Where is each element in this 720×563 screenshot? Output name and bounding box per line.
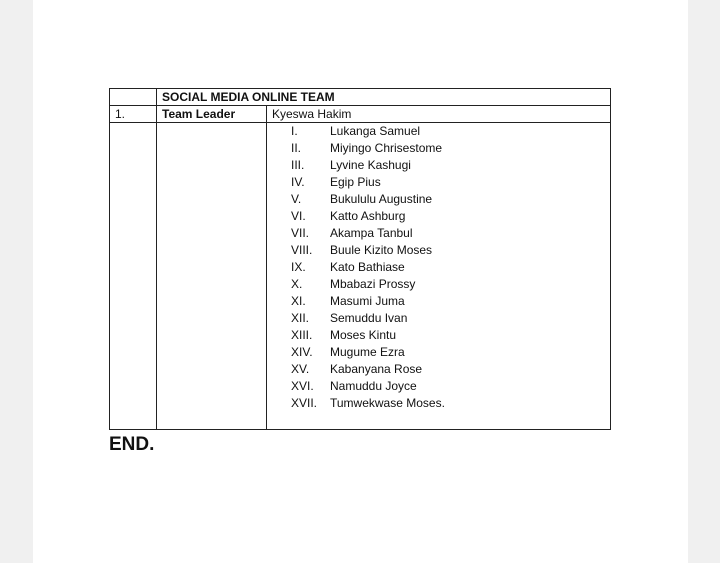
member-numeral: X. <box>291 277 303 291</box>
member-numeral: IV. <box>291 175 305 189</box>
member-name: Mbabazi Prossy <box>330 277 416 291</box>
member-numeral: II. <box>291 141 302 155</box>
list-item <box>291 174 605 191</box>
member-name: Lyvine Kashugi <box>330 158 411 172</box>
member-name: Namuddu Joyce <box>330 379 417 393</box>
member-name: Kato Bathiase <box>330 260 405 274</box>
member-name: Semuddu Ivan <box>330 311 408 325</box>
list-item <box>291 140 605 157</box>
team-table <box>109 88 611 430</box>
member-numeral: IX. <box>291 260 306 274</box>
role-label: Team Leader <box>157 106 267 123</box>
list-item <box>291 361 605 378</box>
members-cell <box>267 123 611 430</box>
table-row <box>110 106 611 123</box>
list-item <box>291 123 605 140</box>
member-numeral: XI. <box>291 294 306 308</box>
member-name: Miyingo Chrisestome <box>330 141 443 155</box>
row-number: 1. <box>110 106 157 123</box>
member-numeral: XVI. <box>291 379 314 393</box>
member-name: Egip Pius <box>330 175 381 189</box>
member-name: Bukululu Augustine <box>330 192 433 206</box>
member-numeral: XV. <box>291 362 310 376</box>
members-role-cell <box>157 123 267 430</box>
member-list <box>272 123 605 412</box>
member-numeral: VI. <box>291 209 306 223</box>
member-name: Lukanga Samuel <box>330 124 421 138</box>
member-name: Tumwekwase Moses. <box>330 396 445 410</box>
member-numeral: VII. <box>291 226 310 240</box>
members-number-cell <box>110 123 157 430</box>
list-item <box>291 157 605 174</box>
list-item <box>291 242 605 259</box>
list-item <box>291 395 605 412</box>
member-numeral: I. <box>291 124 298 138</box>
list-item <box>291 327 605 344</box>
list-item <box>291 344 605 361</box>
member-numeral: III. <box>291 158 305 172</box>
list-item <box>291 378 605 395</box>
member-numeral: XIII. <box>291 328 313 342</box>
member-numeral: XII. <box>291 311 310 325</box>
member-name: Buule Kizito Moses <box>330 243 433 257</box>
team-title: SOCIAL MEDIA ONLINE TEAM <box>157 89 611 106</box>
list-item <box>291 276 605 293</box>
leader-name: Kyeswa Hakim <box>267 106 611 123</box>
members-row <box>110 123 611 430</box>
member-numeral: VIII. <box>291 243 313 257</box>
member-name: Masumi Juma <box>330 294 405 308</box>
member-name: Mugume Ezra <box>330 345 405 359</box>
list-item <box>291 310 605 327</box>
member-name: Akampa Tanbul <box>330 226 413 240</box>
member-numeral: XIV. <box>291 345 313 359</box>
list-item <box>291 208 605 225</box>
end-label: END. <box>109 434 155 455</box>
member-numeral: V. <box>291 192 302 206</box>
list-item <box>291 191 605 208</box>
member-name: Katto Ashburg <box>330 209 406 223</box>
header-number-cell <box>110 89 157 106</box>
list-item <box>291 259 605 276</box>
document-page <box>33 0 688 563</box>
list-item <box>291 293 605 310</box>
member-name: Moses Kintu <box>330 328 397 342</box>
table-header-row <box>110 89 611 106</box>
member-name: Kabanyana Rose <box>330 362 423 376</box>
list-item <box>291 225 605 242</box>
member-numeral: XVII. <box>291 396 318 410</box>
